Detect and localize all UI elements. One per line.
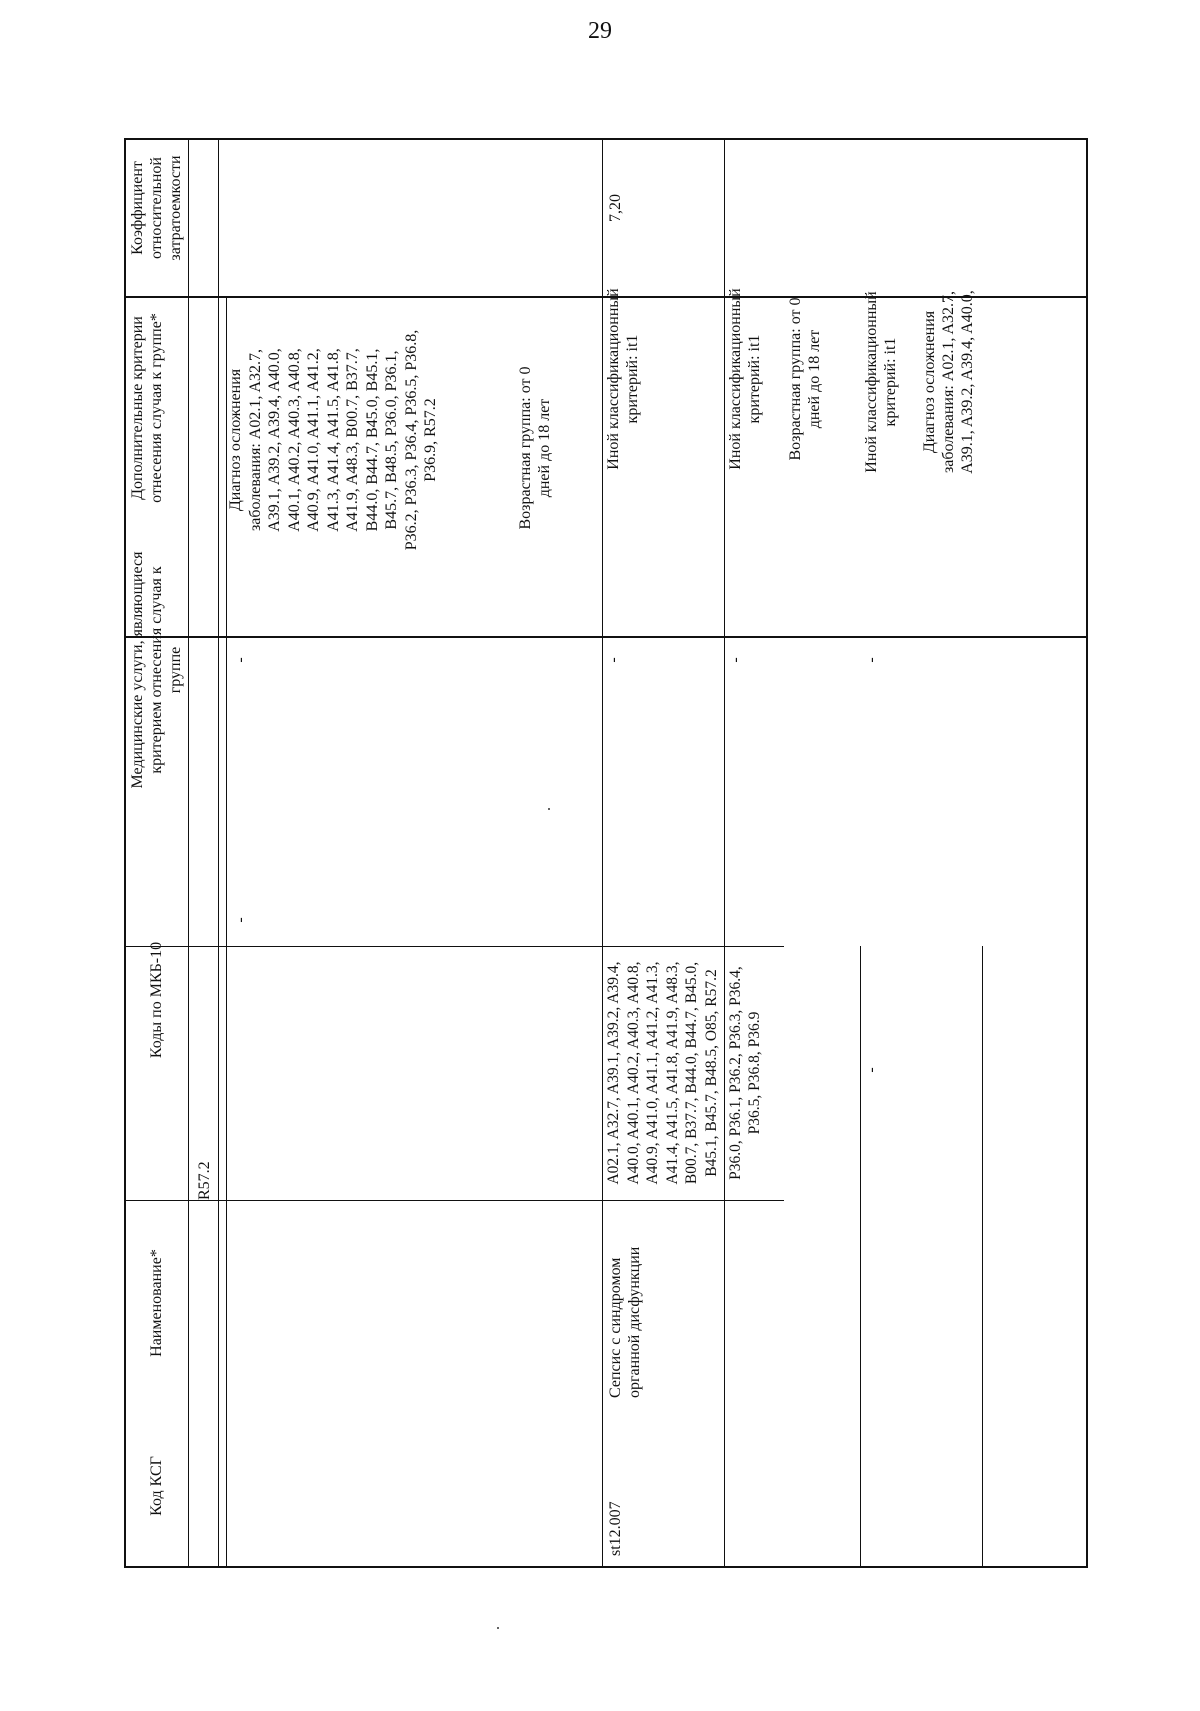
sub2-criteria-cell xyxy=(726,276,856,476)
header-criteria: Дополнительные критерии отнесения случая к группе* xyxy=(129,313,165,503)
sub2-criteria-age: Возрастная группа: от 0 дней до 18 лет xyxy=(787,297,823,461)
row1-service-dash: - xyxy=(232,657,249,663)
row1-mkb-dash: - xyxy=(232,917,249,923)
table-frame xyxy=(124,138,1088,1568)
row2-code-cell xyxy=(602,1406,724,1566)
header-mkb-cell xyxy=(126,800,188,1200)
sub1-criteria-cell xyxy=(604,276,664,476)
row2-coef-cell xyxy=(602,140,724,276)
row1-mkb-top-cell xyxy=(188,800,218,1200)
sub1-service: - xyxy=(605,657,622,663)
sub3-criteria-diag: Диагноз осложнения заболевания: A02.1, A32.7, A39.1, A39.2, A39.4, A40.0, xyxy=(921,290,976,474)
col-line-6 xyxy=(982,946,983,1566)
header-name-cell xyxy=(126,1200,188,1406)
col-line-5 xyxy=(860,946,861,1566)
sub2-mkb-cell xyxy=(726,946,786,1200)
sub2-service-cell xyxy=(726,640,756,680)
header-coef-cell xyxy=(126,140,188,276)
header-name: Наименование* xyxy=(148,1249,165,1357)
sub3-service-cell xyxy=(862,640,892,680)
sub3-service: - xyxy=(863,657,880,663)
header-criteria-cell xyxy=(126,276,188,540)
row1-mkb-dash-cell xyxy=(226,900,256,940)
row1-mkb-top: R57.2 xyxy=(196,1161,213,1200)
header-services-cell xyxy=(126,540,188,800)
row2-name: Сепсис с синдромом органной дисфункции xyxy=(607,1246,643,1398)
header-coef: Коэффициент относительной затратоемкости xyxy=(129,155,184,261)
sub2-criteria: Иной классификационный критерий: it1 xyxy=(727,288,763,470)
header-code: Код КСГ xyxy=(148,1456,165,1516)
row2-name-cell xyxy=(602,1200,724,1406)
header-services: Медицинские услуги, являющиеся критерием отнесения случая к группе xyxy=(129,551,184,789)
col-line-2 xyxy=(218,140,219,1566)
page-number: 29 xyxy=(588,18,612,44)
sub3-criteria-cell xyxy=(862,276,982,486)
sub2-mkb: P36.0, P36.1, P36.2, P36.3, P36.4, P36.5, P36.8, P36.9 xyxy=(727,966,763,1180)
sub3-mkb-cell xyxy=(862,1040,892,1100)
sub2-service: - xyxy=(727,657,744,663)
header-code-cell xyxy=(126,1406,188,1566)
row1-criteria: Диагноз осложнения заболевания: A02.1, A32.7, A39.1, A39.2, A39.4, A40.0, A40.1, A40.2, A40.3, A40.8, A40.9, A41.0, A41.1, A41.2, A41.3, A41.4, A41.5, A41.8, A41.9, A48.3, B00.7, B37.7, B44.0, B44.7, B45.0, B45.1, B45.7, B48.5, P36.0, P36.1, P36.2, P36.3, P36.4, P36.5, P36.8, P36.9, R57.2 xyxy=(227,329,439,551)
row2-code: st12.007 xyxy=(607,1501,624,1556)
sub3-criteria: Иной классификационный критерий: it1 xyxy=(863,291,899,473)
row1-criteria-age: Возрастная группа: от 0 дней до 18 лет xyxy=(517,366,553,530)
col-line-4 xyxy=(724,140,725,1566)
row1-criteria-cell xyxy=(226,316,516,666)
sub3-mkb: - xyxy=(863,1067,880,1073)
header-mkb: Коды по МКБ-10 xyxy=(148,941,165,1059)
sub1-service-cell xyxy=(604,640,634,680)
sub1-mkb-cell xyxy=(604,946,724,1200)
scan-speck-bottom xyxy=(497,1627,499,1629)
sub1-criteria: Иной классификационный критерий: it1 xyxy=(605,288,641,470)
sub1-mkb: A02.1, A32.7, A39.1, A39.2, A39.4, A40.0, A40.1, A40.2, A40.3, A40.8, A40.9, A41.0, A41.1, A41.2, A41.3, A41.4, A41.5, A41.8, A41.9, A48.3, B00.7, B37.7, B44.0, B44.7, B45.0, B45.1, B45.7, B48.5, O85, R57.2 xyxy=(605,961,720,1185)
row2-coef: 7,20 xyxy=(607,194,624,222)
scan-speck xyxy=(548,808,550,810)
row1-criteria-age-cell xyxy=(516,316,576,556)
